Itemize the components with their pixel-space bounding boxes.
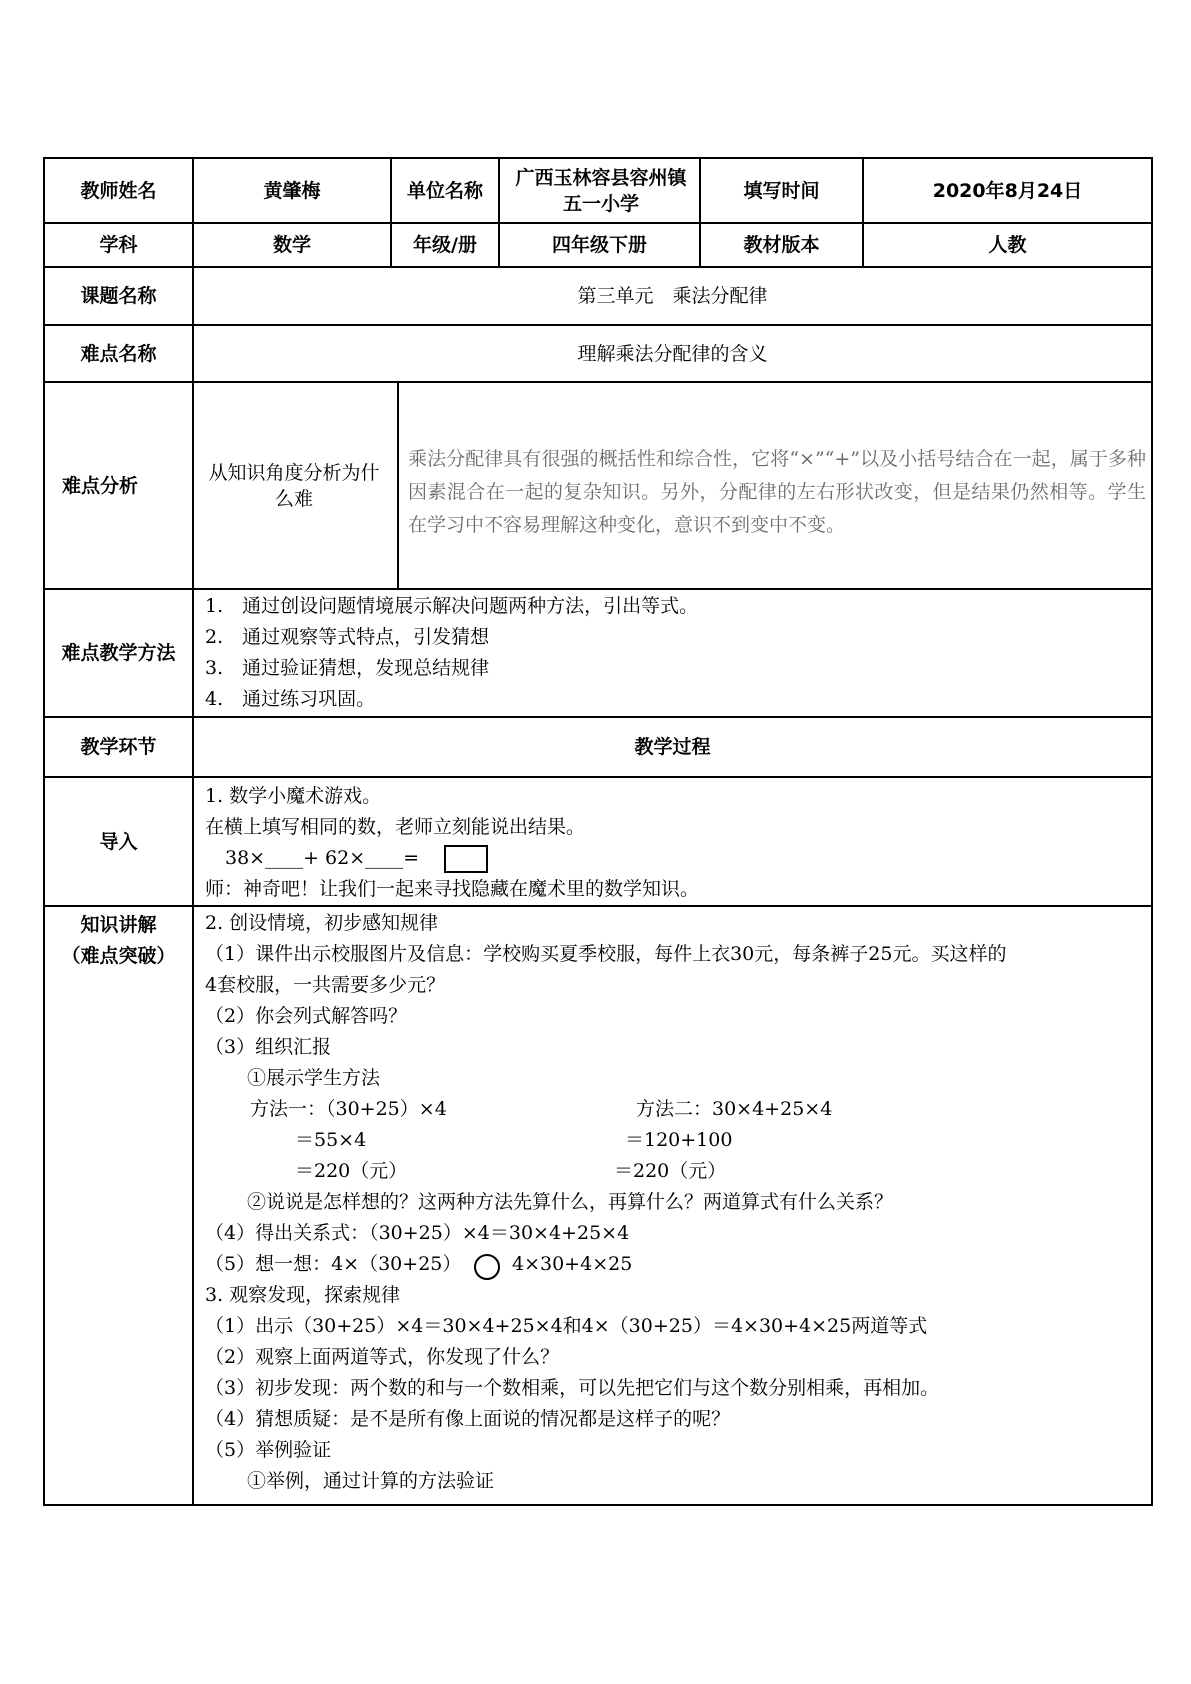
methods-item: 2. 通过观察等式特点，引发猜想 [205, 626, 490, 648]
methods-item: 4. 通过练习巩固。 [205, 688, 376, 710]
unit-name: 广西玉林容县容州镇五一小学 [515, 166, 687, 215]
think-left: （5）想一想：4×（30+25） [205, 1253, 462, 1275]
analysis-sub-label: 从知识角度分析为什么难 [208, 461, 380, 510]
methods-label: 难点教学方法 [61, 642, 176, 664]
knowledge-label: 知识讲解 [80, 914, 157, 936]
knowledge-line: ②说说是怎样想的？这两种方法先算什么，再算什么？两道算式有什么关系？ [247, 1191, 894, 1213]
knowledge-line: 3. 观察发现，探索规律 [205, 1284, 401, 1306]
knowledge-line: （4）猜想质疑：是不是所有像上面说的情况都是这样子的呢？ [205, 1408, 731, 1430]
fill-date: 2020年8月24日 [932, 179, 1083, 202]
knowledge-line: （5）举例验证 [205, 1439, 332, 1461]
method-two-result: ＝220（元） [614, 1160, 727, 1182]
intro-line: 在横上填写相同的数，老师立刻能说出结果。 [205, 816, 586, 838]
difficulty-label: 难点名称 [80, 342, 157, 365]
method-one-result: ＝220（元） [295, 1160, 408, 1182]
compare-circle [474, 1254, 500, 1280]
answer-box [444, 845, 488, 873]
knowledge-line: ①举例，通过计算的方法验证 [247, 1470, 495, 1492]
knowledge-line: （1）出示（30+25）×4＝30×4+25×4和4×（30+25）＝4×30+4×25两道等式 [205, 1315, 928, 1337]
knowledge-line: （4）得出关系式：（30+25）×4＝30×4+25×4 [205, 1222, 630, 1244]
intro-line: 师：神奇吧！让我们一起来寻找隐藏在魔术里的数学知识。 [205, 878, 700, 900]
intro-line: 1. 数学小魔术游戏。 [205, 785, 382, 807]
knowledge-line: （1）课件出示校服图片及信息：学校购买夏季校服，每件上衣30元，每条裤子25元。买这样的 [205, 943, 1007, 965]
method-one-step: ＝55×4 [295, 1129, 367, 1151]
teacher-name-label: 教师姓名 [80, 179, 157, 202]
teacher-name: 黄肇梅 [263, 179, 321, 202]
analysis-text: 乘法分配律具有很强的概括性和综合性，它将“×”“+”以及小括号结合在一起，属于多种因素混合在一起的复杂知识。另外，分配律的左右形状改变，但是结果仍然相等。学生在学习中不容易理解这种变化，意识不到变中不变。 [408, 448, 1146, 536]
stage-header: 教学环节 [80, 736, 157, 758]
process-header: 教学过程 [634, 736, 711, 758]
rule [43, 905, 1153, 907]
method-two-step: ＝120+100 [625, 1129, 733, 1151]
magic-equation: 38×____+ 62×____= [225, 847, 420, 869]
knowledge-line: 2. 创设情境，初步感知规律 [205, 912, 439, 934]
rule [43, 588, 1153, 590]
fill-date-label: 填写时间 [743, 179, 820, 202]
topic-label: 课题名称 [80, 285, 157, 307]
methods-item: 1. 通过创设问题情境展示解决问题两种方法，引出等式。 [205, 595, 699, 617]
edition-value: 人教 [988, 234, 1027, 256]
edition-label: 教材版本 [743, 234, 820, 256]
knowledge-line: （2）观察上面两道等式，你发现了什么？ [205, 1346, 560, 1368]
knowledge-line: （2）你会列式解答吗？ [205, 1005, 408, 1027]
subject-label: 学科 [99, 234, 138, 256]
knowledge-line: 4套校服，一共需要多少元？ [205, 974, 446, 996]
intro-label: 导入 [99, 830, 138, 853]
difficulty-value: 理解乘法分配律的含义 [577, 342, 768, 365]
think-right: 4×30+4×25 [512, 1253, 633, 1275]
method-one: 方法一：（30+25）×4 [250, 1098, 447, 1120]
method-two: 方法二：30×4+25×4 [636, 1098, 833, 1120]
grade-label: 年级/册 [413, 234, 477, 256]
grade-value: 四年级下册 [551, 234, 647, 256]
knowledge-line: ①展示学生方法 [247, 1067, 381, 1089]
knowledge-sub-label: （难点突破） [61, 945, 176, 967]
topic-value: 第三单元 乘法分配律 [577, 285, 768, 307]
unit-label: 单位名称 [406, 179, 483, 202]
methods-item: 3. 通过验证猜想，发现总结规律 [205, 657, 490, 679]
subject-value: 数学 [272, 234, 311, 256]
knowledge-line: （3）组织汇报 [205, 1036, 332, 1058]
rule [43, 776, 1153, 778]
analysis-label: 难点分析 [61, 474, 138, 497]
knowledge-line: （3）初步发现：两个数的和与一个数相乘，可以先把它们与这个数分别相乘，再相加。 [205, 1377, 940, 1399]
rule [397, 381, 399, 590]
